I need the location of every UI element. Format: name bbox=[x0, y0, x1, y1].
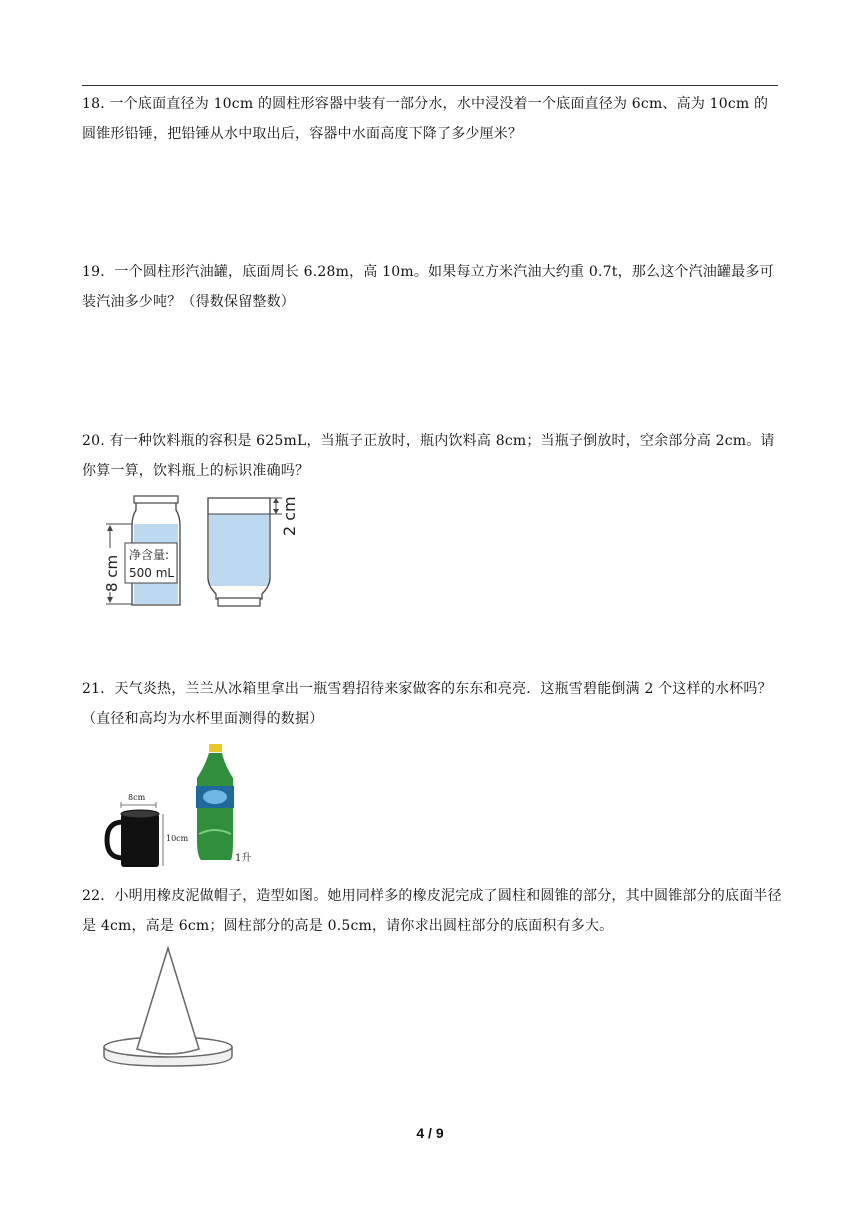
cup-diameter-label: 8cm bbox=[128, 793, 146, 802]
upright-height-label: 8 cm bbox=[103, 554, 121, 592]
soda-bottle bbox=[196, 744, 251, 864]
label-line-2: 500 mL bbox=[129, 566, 175, 580]
inverted-bottle bbox=[208, 496, 299, 606]
cup-height-label: 10cm bbox=[166, 834, 189, 843]
header-rule bbox=[82, 85, 778, 86]
question-19: 19．一个圆柱形汽油罐，底面周长 6.28m，高 10m。如果每立方米汽油大约重 0.7t，那么这个汽油罐最多可装汽油多少吨？（得数保留整数） bbox=[82, 264, 774, 310]
figure-20-bottles bbox=[96, 494, 302, 610]
question-20: 20. 有一种饮料瓶的容积是 625mL，当瓶子正放时，瓶内饮料高 8cm；当瓶子倒放时，空余部分高 2cm。请你算一算，饮料瓶上的标识准确吗？ bbox=[82, 433, 775, 479]
inverted-gap-label: 2 cm bbox=[280, 496, 299, 536]
question-18: 18. 一个底面直径为 10cm 的圆柱形容器中装有一部分水，水中浸没着一个底面直径为 6cm、高为 10cm 的圆锥形铅锤，把铅锤从水中取出后，容器中水面高度下降了多少厘米？ bbox=[82, 96, 769, 142]
page-number: 4 / 9 bbox=[416, 1125, 444, 1141]
question-21: 21．天气炎热，兰兰从冰箱里拿出一瓶雪碧招待来家做客的东东和亮亮．这瓶雪碧能倒满 2 个这样的水杯吗？（直径和高均为水杯里面测得的数据） bbox=[82, 681, 772, 727]
figure-22-hat bbox=[101, 946, 241, 1072]
upright-bottle bbox=[103, 496, 180, 605]
mug bbox=[107, 793, 189, 867]
figure-21-cup-and-bottle bbox=[99, 744, 259, 870]
question-22: 22．小明用橡皮泥做帽子，造型如图。她用同样多的橡皮泥完成了圆柱和圆锥的部分，其中圆锥部分的底面半径是 4cm，高是 6cm；圆柱部分的高是 0.5cm，请你求出圆柱部分的底面积有多大。 bbox=[82, 888, 782, 934]
bottle-volume-label: 1升 bbox=[235, 853, 252, 864]
label-line-1: 净含量: bbox=[129, 548, 170, 562]
hat-shape bbox=[104, 948, 232, 1066]
